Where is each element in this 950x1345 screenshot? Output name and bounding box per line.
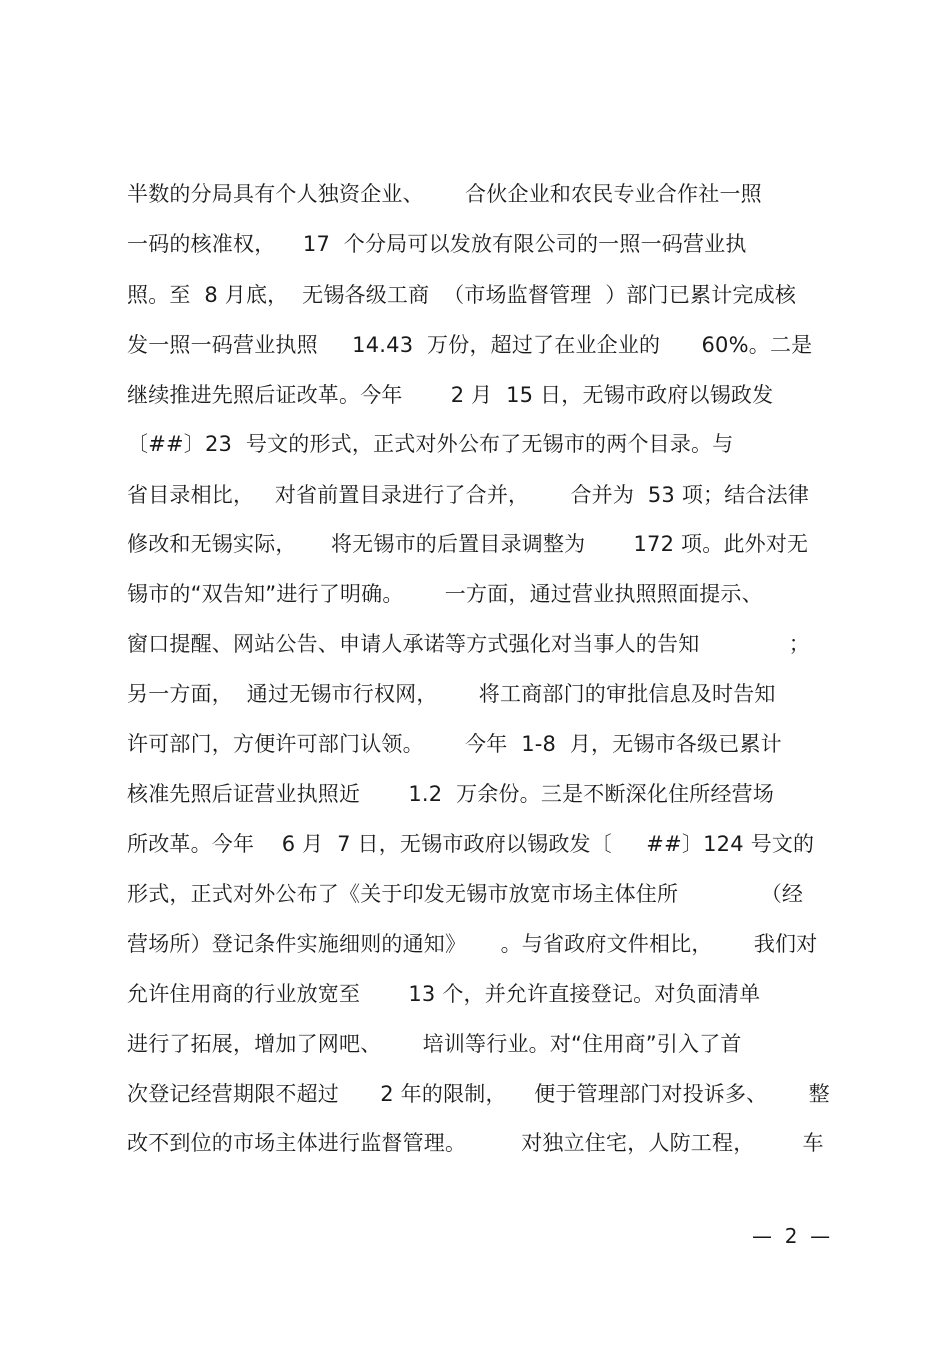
text-line: 锡市的“双告知”进行了明确。 一方面，通过营业执照照面提示、 [127, 582, 763, 606]
text-line: 许可部门，方便许可部门认领。 今年 1-8 月，无锡市各级已累计 [127, 732, 782, 756]
text-line: 窗口提醒、网站公告、申请人承诺等方式强化对当事人的告知 ； [127, 632, 810, 656]
text-line: 另一方面， 通过无锡市行权网， 将工商部门的审批信息及时告知 [127, 682, 776, 706]
text-line: 改不到位的市场主体进行监督管理。 对独立住宅，人防工程， 车 [127, 1131, 824, 1155]
text-line: 一码的核准权， 17 个分局可以发放有限公司的一照一码营业执 [127, 232, 747, 256]
text-line: 形式，正式对外公布了《关于印发无锡市放宽市场主体住所 （经 [127, 882, 804, 906]
text-line: 〔##〕23 号文的形式，正式对外公布了无锡市的两个目录。与 [127, 432, 734, 456]
text-line: 次登记经营期限不超过 2 年的限制， 便于管理部门对投诉多、 整 [127, 1082, 830, 1106]
text-line: 核准先照后证营业执照近 1.2 万余份。三是不断深化住所经营场 [127, 782, 775, 806]
text-line: 允许住用商的行业放宽至 13 个，并允许直接登记。对负面清单 [127, 982, 761, 1006]
text-line: 照。至 8 月底， 无锡各级工商 （市场监督管理 ）部门已累计完成核 [127, 283, 797, 307]
page-number: — 2 — [752, 1224, 831, 1248]
text-line: 省目录相比， 对省前置目录进行了合并， 合并为 53 项；结合法律 [127, 483, 810, 507]
text-line: 继续推进先照后证改革。今年 2 月 15 日，无锡市政府以锡政发 [127, 383, 774, 407]
text-line: 所改革。今年 6 月 7 日，无锡市政府以锡政发〔 ##〕124 号文的 [127, 832, 815, 856]
text-line: 发一照一码营业执照 14.43 万份，超过了在业企业的 60%。二是 [127, 333, 813, 357]
text-line: 半数的分局具有个人独资企业、 合伙企业和农民专业合作社一照 [127, 182, 762, 206]
text-line: 进行了拓展，增加了网吧、 培训等行业。对“住用商”引入了首 [127, 1032, 742, 1056]
text-line: 营场所）登记条件实施细则的通知》 。与省政府文件相比， 我们对 [127, 932, 818, 956]
text-line: 修改和无锡实际， 将无锡市的后置目录调整为 172 项。此外对无 [127, 532, 809, 556]
